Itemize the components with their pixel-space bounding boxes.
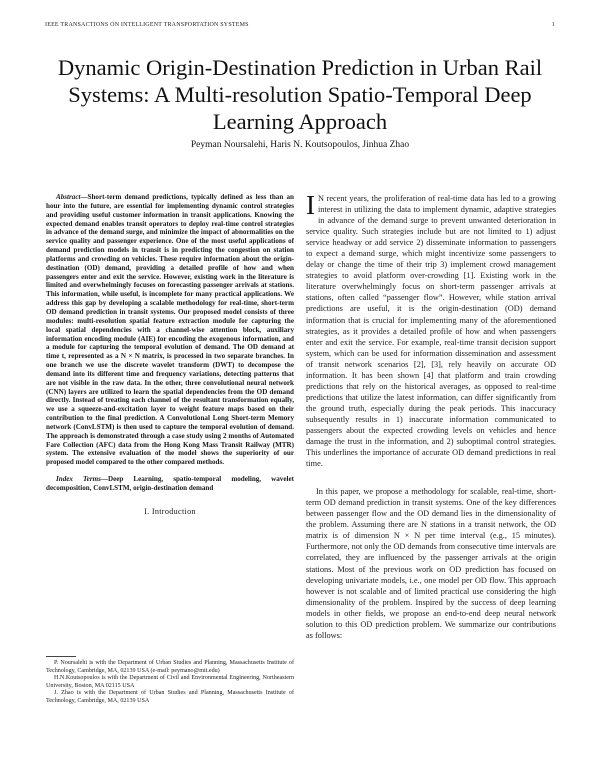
index-terms-text: —Deep Learning, spatio-temporal modeling, wavelet decomposition, ConvLSTM, origin-destination demand xyxy=(46,475,294,492)
abstract xyxy=(46,193,294,467)
page-number: 1 xyxy=(551,22,555,28)
drop-cap: I xyxy=(306,190,315,220)
intro-paragraph-1 xyxy=(306,190,556,469)
footnote-noursalehi: P. Noursalehi is with the Department of Urban Studies and Planning, Massachusetts Institute of Technology, Cambridge, MA, 02139 USA (e-mail: peymano@mit.edu) xyxy=(46,660,294,674)
abstract-text: —Short-term demand predictions, typically defined as less than an hour into the future, are essential for implementing dynamic control strategies and providing useful customer information in transit applications. Knowing the expected demand enables transit operators to deploy real-time control strategies in advance of the demand surge, and minimize the impact of abnormalities on the service quality and passenger experience. One of the most useful applications of demand prediction models in transit is in predicting the congestion on station platforms and crowding on vehicles. These require information about the origin-destination (OD) demand, providing a detailed profile of how and when passengers enter and exit the service. However, existing work in the literature is limited and overwhelmingly focuses on forecasting passenger arrivals at stations. This information, while useful, is incomplete for many practical applications. We address this gap by developing a scalable methodology for real-time, short-term OD demand prediction in transit systems. Our proposed model consists of three modules: multi-resolution spatial feature extraction module for capturing the local spatial dependencies with a channel-wise attention block, auxiliary information encoding module (AIE) for encoding the exogenous information, and a module for capturing the temporal evolution of demand. The OD demand at time t, represented as a N × N matrix, is processed in two separate branches. In one branch we use the discrete wavelet transform (DWT) to decompose the demand into its different time and frequency variations, detecting patterns that are not visible in the raw data. In the other, three convolutional neural network (CNN) layers are utilized to learn the spatial dependencies from the OD demand directly. Instead of treating each channel of the resultant transformation equally, we use a squeeze-and-excitation layer to weight feature maps based on their contribution to the final prediction. A Convolutional Long Short-term Memory network (ConvLSTM) is then used to capture the temporal evolution of demand. The approach is demonstrated through a case study using 2 months of Automated Fare Collection (AFC) data from the Hong Kong Mass Transit Railway (MTR) system. The extensive evaluation of the model shows the superiority of our proposed model compared to the other compared methods. xyxy=(46,193,294,467)
intro-paragraph-2: In this paper, we propose a methodology for scalable, real-time, short-term OD demand prediction in transit systems. One of the key differences between passenger flow and the OD demand lies in the dimensionality of the problem. Assuming there are N stations in a transit network, the OD matrix is of dimension N × N per time interval (e.g., 15 minutes). Furthermore, not only the OD demands from consecutive time intervals are correlated, they are influenced by the passenger arrivals at the origin stations. Most of the previous work on OD prediction has focused on developing univariate models, i.e., one model per OD flow. This approach however is not scalable and of limited practical use considering the high dimensionality of the problem. Inspired by the success of deep learning models in other fields, we propose an end-to-end deep neural network solution to this OD prediction problem. We summarize our contributions as follows: xyxy=(306,487,556,640)
abstract-label: Abstract xyxy=(56,193,81,201)
section-heading-introduction: I. Introduction xyxy=(144,506,196,516)
index-terms xyxy=(46,475,294,493)
journal-name: IEEE TRANSACTIONS ON INTELLIGENT TRANSPORTATION SYSTEMS xyxy=(45,22,249,28)
footnote-zhao: J. Zhao is with the Department of Urban Studies and Planning, Massachusetts Institute of Technology, Cambridge, MA, 02139 USA xyxy=(46,690,294,704)
left-column xyxy=(46,193,294,516)
paper-title: Dynamic Origin-Destination Prediction in Urban Rail Systems: A Multi-resolution Spatio-Temporal Deep Learning Approach xyxy=(57,55,543,134)
author-list: Peyman Noursalehi, Haris N. Koutsopoulos, Jinhua Zhao xyxy=(190,140,410,150)
index-terms-label: Index Terms xyxy=(56,475,101,484)
footnote-koutsopoulos: H.N.Koutsopoulos is with the Department of Civil and Environmental Engineering, Northeastern University, Boston, MA 02115 USA xyxy=(46,675,294,689)
footnote-divider xyxy=(46,656,76,657)
right-column xyxy=(306,190,556,641)
intro-paragraph-1-text: N recent years, the proliferation of real-time data has led to a growing interest in utilizing the data to implement dynamic, adaptive strategies in advance of the demand surge to prevent unwanted deterioration in service quality. Such strategies include but are not limited to 1) adjust service headway or add service 2) disseminate information to passengers to expect a demand surge, which might incentivize some passengers to delay or change the time of their trip 3) implement crowd management strategies to avoid platform over-crowding [1]. Existing work in the literature overwhelmingly focus on short-term passenger arrivals at stations, often called “passenger flow”. However, while station arrival predictions are useful, it is the origin-destination (OD) demand information that is crucial for implementing many of the aforementioned strategies, as it provides a detailed profile of how and when passengers enter and exit the service. For example, real-time transit decision support system, which can be used for information dissemination and assessment of transit network scenarios [2], [3], rely heavily on accurate OD information. It has been shown [4] that platform and train crowding predictions that rely on the historical averages, as opposed to real-time predictions that utilize the latest information, can differ significantly from the ground truth, especially during the peak periods. This inaccuracy subsequently results in 1) inaccurate information communicated to passengers about the expected crowding levels on vehicles and hence damage the trust in the information, and 2) suboptimal control strategies. This underlines the importance of accurate OD demand predictions in real time. xyxy=(306,194,556,469)
author-footnotes xyxy=(46,660,294,705)
